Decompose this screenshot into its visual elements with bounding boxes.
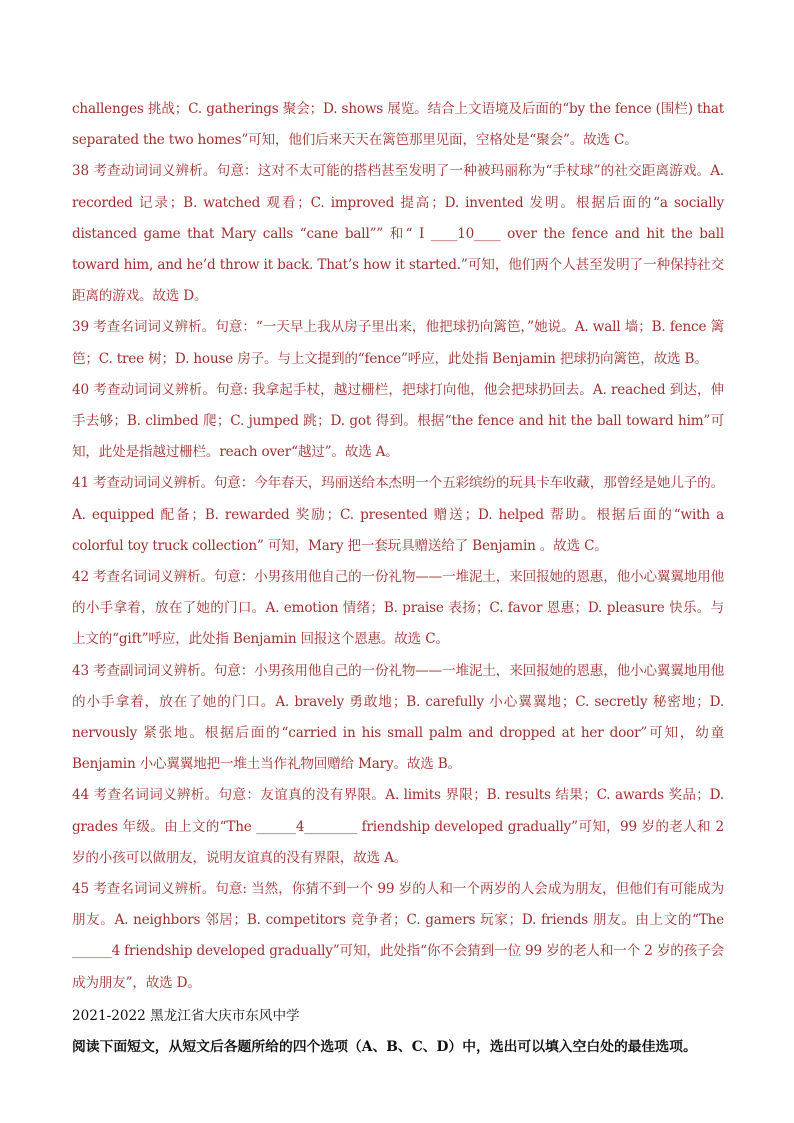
- explanation-paragraph-37: challenges 挑战；C. gatherings 聚会；D. shows 展览。结合上文语境及后面的“by the fence (围栏) that separated the two homes”可知，他们后来天天在篱笆那里见面，空格处是“聚会”。故选 C。: [72, 101, 724, 149]
- document-body: [72, 94, 724, 1063]
- explanation-paragraph-44: 44 考查名词词义辨析。句意：友谊真的没有界限。A. limits 界限；B. results 结果；C. awards 奖品；D. grades 年级。由上文的“The ______4________ friendship developed gradually”可知，99 岁的老人和 2 岁的小孩可以做朋友，说明友谊真的没有界限，故选 A。: [72, 787, 724, 866]
- explanation-paragraph-42: 42 考查名词词义辨析。句意：小男孩用他自己的一份礼物——一堆泥土，来回报她的恩惠，他小心翼翼地用他的小手拿着，放在了她的门口。A. emotion 情绪；B. praise 表扬；C. favor 恩惠；D. pleasure 快乐。与上文的“gift”呼应，此处指 Benjamin 回报这个恩惠。故选 C。: [72, 569, 724, 648]
- explanation-paragraph-45: 45 考查名词词义辨析。句意: 当然，你猜不到一个 99 岁的人和一个两岁的人会成为朋友，但他们有可能成为朋友。A. neighbors 邻居；B. competitors 竞争者；C. gamers 玩家；D. friends 朋友。由上文的“The ______4 friendship developed gradually”可知，此处指“你不会猜到一位 99 岁的老人和一个 2 岁的孩子会成为朋友”，故选 D。: [72, 881, 724, 991]
- explanation-paragraph-38: 38 考查动词词义辨析。句意：这对不太可能的搭档甚至发明了一种被玛丽称为“手杖球”的社交距离游戏。A. recorded 记录；B. watched 观看；C. improved 提高；D. invented 发明。根据后面的“a socially distanced game that Mary calls “cane ball”” 和“ I ____10____ over the fence and hit the ball toward him, and he’d throw it back. That’s how it started.”可知，他们两个人甚至发明了一种保持社交距离的游戏。故选 D。: [72, 163, 724, 305]
- explanation-paragraph-40: 40 考查动词词义辨析。句意: 我拿起手杖，越过栅栏，把球打向他，他会把球扔回去。A. reached 到达，伸手去够；B. climbed 爬；C. jumped 跳；D. got 得到。根据“the fence and hit the ball toward him”可知，此处是指越过栅栏。reach over“越过”。故选 A。: [72, 381, 724, 461]
- explanation-paragraph-43: 43 考查副词词义辨析。句意：小男孩用他自己的一份礼物——一堆泥土，来回报她的恩惠，他小心翼翼地用他的小手拿着，放在了她的门口。A. bravely 勇敢地；B. carefully 小心翼翼地；C. secretly 秘密地；D. nervously 紧张地。根据后面的“carried in his small palm and dropped at her door”可知，幼童 Benjamin 小心翼翼地把一堆土当作礼物回赠给 Mary。故选 B。: [72, 662, 724, 773]
- explanation-paragraph-41: 41 考查动词词义辨析。句意：今年春天，玛丽送给本杰明一个五彩缤纷的玩具卡车收藏，那曾经是她儿子的。A. equipped 配备；B. rewarded 奖励；C. presented 赠送；D. helped 帮助。根据后面的“with a colorful toy truck collection” 可知，Mary 把一套玩具赠送给了 Benjamin 。故选 C。: [72, 475, 724, 554]
- source-school-line: 2021-2022 黑龙江省大庆市东风中学: [72, 1007, 300, 1024]
- explanation-paragraph-39: 39 考查名词词义辨析。句意：“一天早上我从房子里出来，他把球扔向篱笆，”她说。A. wall 墙；B. fence 篱笆；C. tree 树；D. house 房子。与上文提到的“fence”呼应，此处指 Benjamin 把球扔向篱笆，故选 B。: [72, 319, 724, 367]
- reading-instruction: 阅读下面短文，从短文后各题所给的四个选项（A、B、C、D）中，选出可以填入空白处的最佳选项。: [72, 1039, 697, 1056]
